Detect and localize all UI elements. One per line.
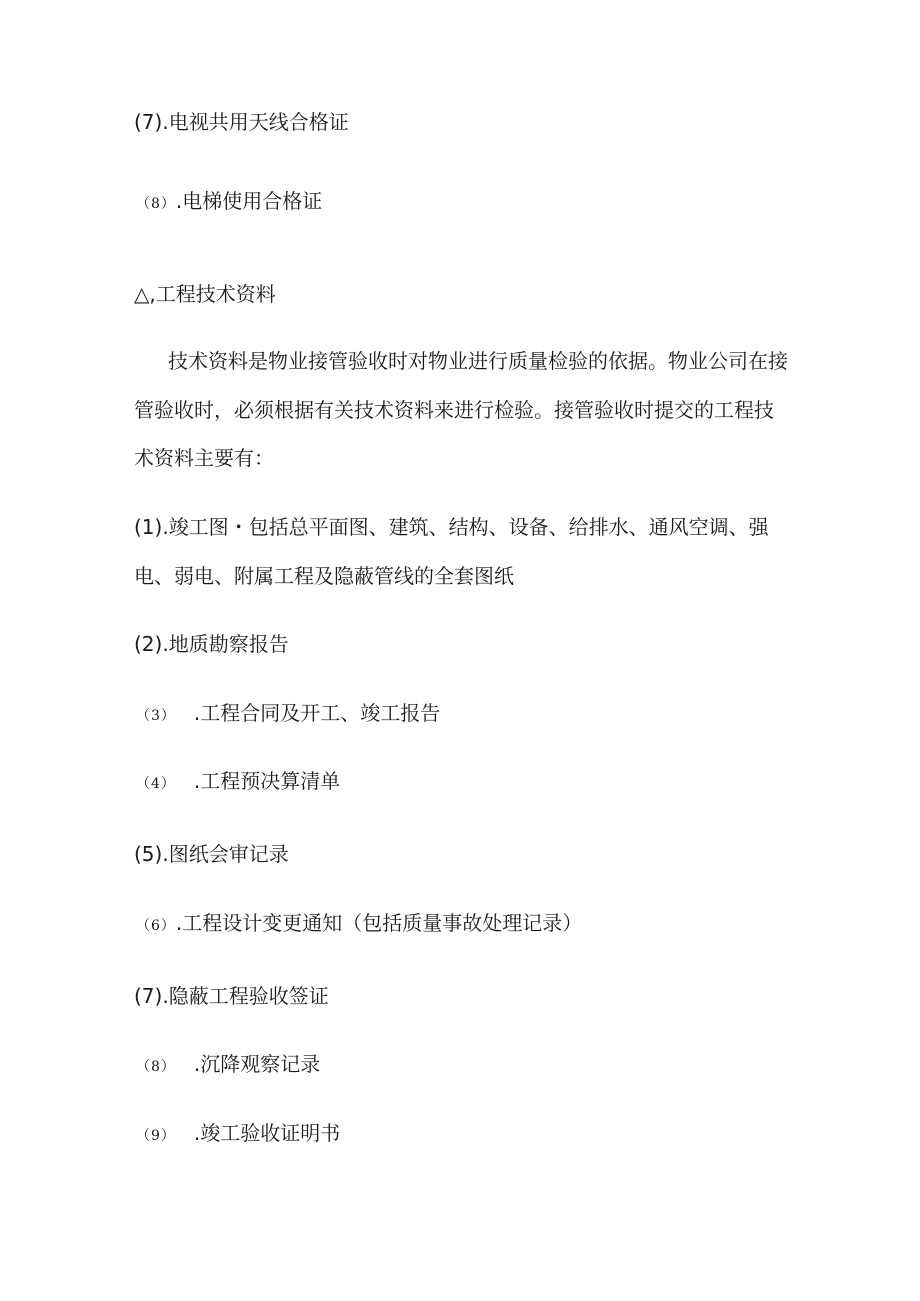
list-item [136,189,322,216]
item-text: .竣工验收证明书 [193,1121,341,1145]
section-heading: △,工程技术资料 [134,282,276,306]
item-number: (5) [134,842,163,866]
paragraph-line: 管验收时，必须根据有关技术资料来进行检验。接管验收时提交的工程技 [134,398,774,422]
item-text: .电梯使用合格证 [175,189,323,213]
paragraph-line: 电、弱电、附属工程及隐蔽管线的全套图纸 [134,564,514,588]
item-number: (2) [134,632,163,656]
item-number: (7) [134,984,163,1008]
item-text: .工程设计变更通知（包括质量事故处理记录） [175,911,583,935]
list-item [136,701,440,728]
item-number: （8） [136,196,176,212]
list-item [134,842,289,866]
item-text: .隐蔽工程验收签证 [162,984,329,1008]
item-text: .沉降观察记录 [193,1052,321,1076]
list-item [136,769,340,796]
item-number: （4） [136,776,176,792]
item-text: .电视共用天线合格证 [162,110,349,134]
list-item [134,110,349,134]
item-number: （6） [136,918,176,934]
item-text: .工程预决算清单 [193,769,341,793]
list-item [136,1121,340,1148]
item-text: .图纸会审记录 [162,842,289,866]
item-text: .工程合同及开工、竣工报告 [193,701,441,725]
item-number: （9） [136,1128,176,1144]
list-item [136,911,582,938]
list-item [134,632,289,656]
item-number: (7) [134,110,163,134]
item-number: （3） [136,708,176,724]
item-number: （8） [136,1059,176,1075]
paragraph-line: 技术资料是物业接管验收时对物业进行质量检验的依据。物业公司在接 [168,349,788,373]
paragraph-line: (1).竣工图・包括总平面图、建筑、结构、设备、给排水、通风空调、强 [134,515,769,539]
list-item [134,984,329,1008]
paragraph-line: 术资料主要有： [134,446,274,470]
item-text: .地质勘察报告 [162,632,289,656]
list-item [136,1052,320,1079]
